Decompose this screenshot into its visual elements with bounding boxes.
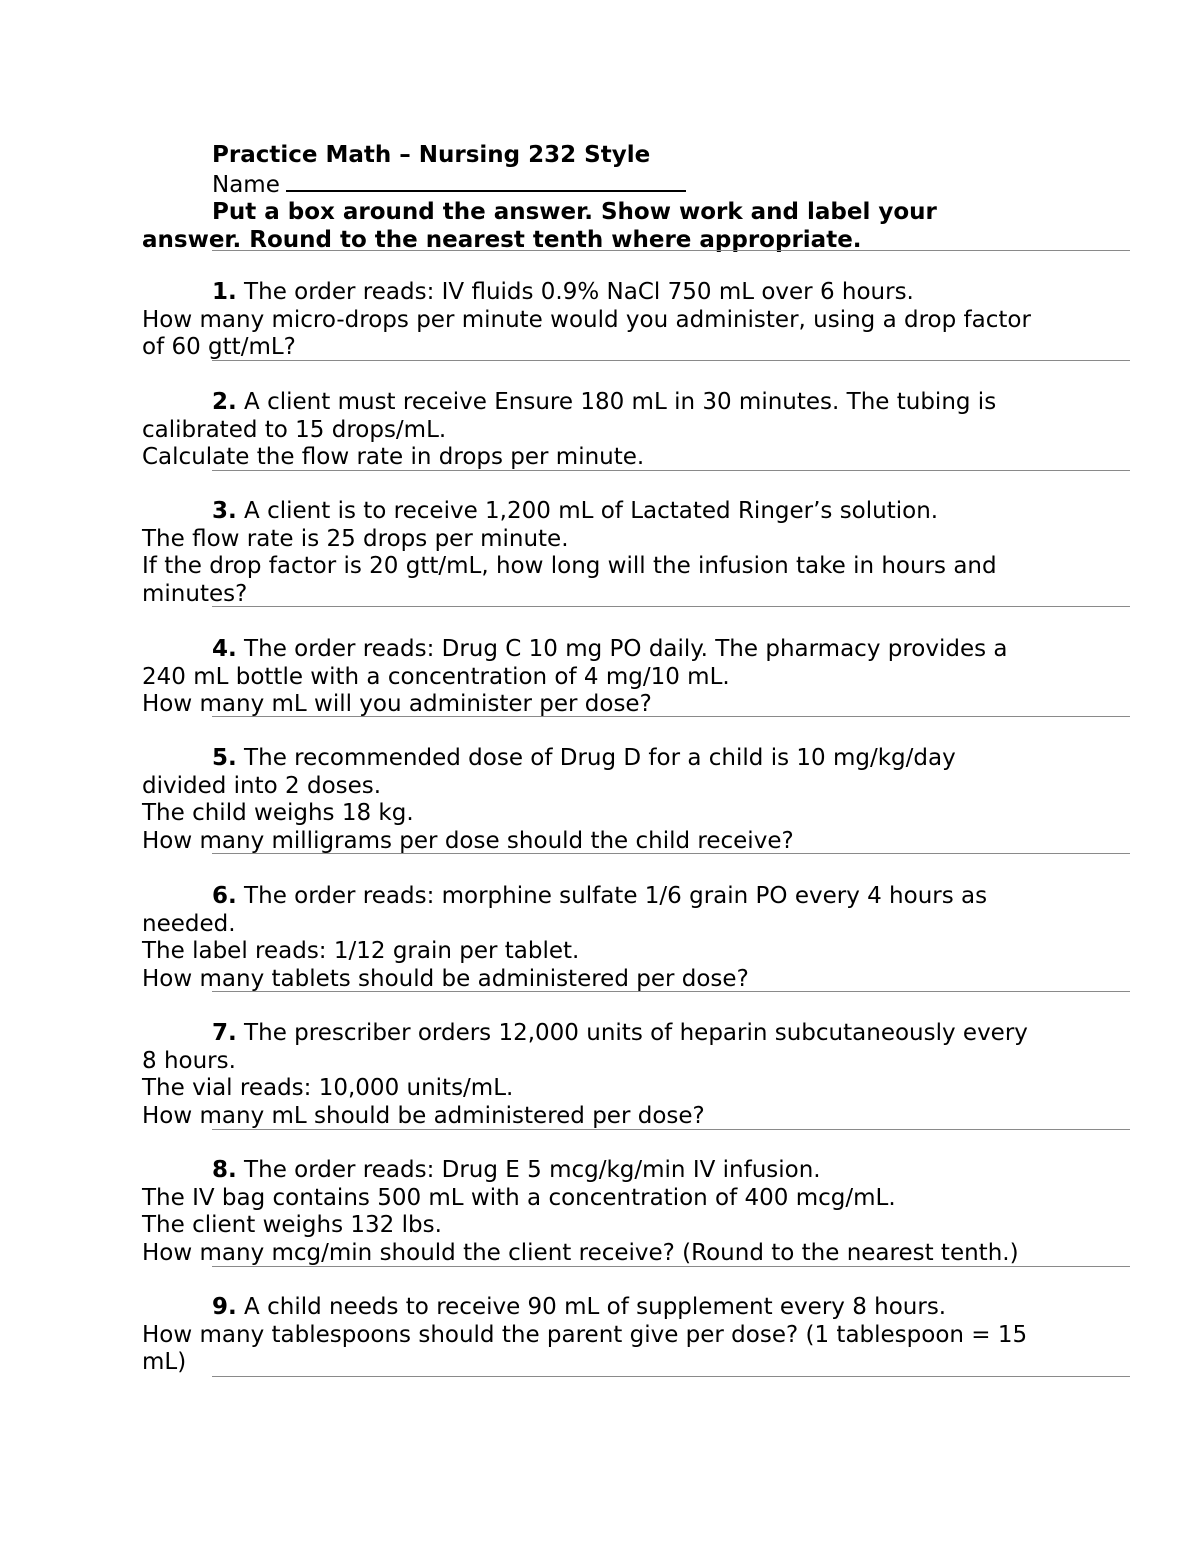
- question-line: How many mL should be administered per dose?: [142, 1102, 705, 1129]
- question-text: A client is to receive 1,200 mL of Lactated Ringer’s solution.: [236, 498, 939, 524]
- question-5: [142, 745, 1132, 855]
- answer-rule: [212, 360, 1130, 361]
- question-first-line: [142, 883, 1132, 911]
- question-line: 8 hours.: [142, 1047, 236, 1074]
- question-first-line: [142, 279, 1132, 307]
- question-text: The prescriber orders 12,000 units of heparin subcutaneously every: [236, 1020, 1028, 1046]
- header-rule: [212, 250, 1130, 251]
- answer-rule: [212, 991, 1130, 992]
- question-line: 240 mL bottle with a concentration of 4 mg/10 mL.: [142, 663, 730, 690]
- answer-rule: [212, 470, 1130, 471]
- name-line: [142, 170, 1132, 200]
- question-7: [142, 1020, 1132, 1130]
- question-line: How many mL will you administer per dose?: [142, 691, 652, 717]
- name-blank[interactable]: [286, 170, 686, 192]
- question-text: The order reads: Drug C 10 mg PO daily. The pharmacy provides a: [236, 636, 1008, 662]
- question-line: How many tablets should be administered per dose?: [142, 965, 749, 992]
- question-text: A child needs to receive 90 mL of supplement every 8 hours.: [236, 1294, 947, 1320]
- answer-rule: [212, 1266, 1130, 1267]
- question-8: [142, 1157, 1132, 1267]
- question-text: The order reads: Drug E 5 mcg/kg/min IV infusion.: [236, 1157, 821, 1183]
- question-number: 3.: [212, 498, 237, 524]
- answer-rule: [212, 1376, 1130, 1377]
- instructions-line-1: Put a box around the answer. Show work and label your: [212, 199, 937, 225]
- question-text: The order reads: morphine sulfate 1/6 grain PO every 4 hours as: [236, 883, 988, 909]
- question-line: The label reads: 1/12 grain per tablet.: [142, 938, 580, 964]
- question-number: 5.: [212, 745, 237, 771]
- question-number: 1.: [212, 279, 237, 305]
- question-line: The client weighs 132 lbs.: [142, 1212, 442, 1238]
- answer-rule: [212, 606, 1130, 607]
- question-first-line: [142, 636, 1132, 664]
- question-line: The flow rate is 25 drops per minute.: [142, 525, 569, 552]
- question-line: The child weighs 18 kg.: [142, 800, 414, 826]
- question-3: [142, 498, 1132, 608]
- question-line: How many mcg/min should the client receive? (Round to the nearest tenth.): [142, 1239, 1019, 1266]
- instructions-line-2: answer. Round to the nearest tenth where appropriate.: [142, 226, 862, 253]
- question-number: 4.: [212, 636, 237, 662]
- question-text: The recommended dose of Drug D for a child is 10 mg/kg/day: [236, 745, 956, 771]
- question-first-line: [142, 498, 1132, 526]
- question-line: of 60 gtt/mL?: [142, 334, 296, 360]
- question-number: 8.: [212, 1157, 237, 1183]
- question-line: minutes?: [142, 580, 248, 607]
- question-line: needed.: [142, 910, 236, 937]
- question-number: 2.: [212, 389, 237, 415]
- document-header: [142, 142, 1132, 254]
- question-line: The IV bag contains 500 mL with a concentration of 400 mcg/mL.: [142, 1184, 896, 1211]
- name-label: Name: [212, 171, 280, 198]
- question-first-line: [142, 1020, 1132, 1048]
- question-6: [142, 883, 1132, 993]
- question-9: [142, 1294, 1132, 1377]
- question-line: If the drop factor is 20 gtt/mL, how long will the infusion take in hours and: [142, 553, 997, 579]
- question-line: The vial reads: 10,000 units/mL.: [142, 1075, 514, 1101]
- question-line: divided into 2 doses.: [142, 772, 382, 799]
- answer-rule: [212, 716, 1130, 717]
- question-1: [142, 279, 1132, 362]
- answer-rule: [212, 1129, 1130, 1130]
- question-first-line: [142, 745, 1132, 773]
- question-text: A client must receive Ensure 180 mL in 30 minutes. The tubing is: [236, 389, 997, 415]
- question-text: The order reads: IV fluids 0.9% NaCl 750 mL over 6 hours.: [236, 279, 914, 305]
- question-line: mL): [142, 1349, 187, 1375]
- question-line: How many milligrams per dose should the child receive?: [142, 827, 794, 854]
- question-number: 9.: [212, 1294, 237, 1320]
- question-line: calibrated to 15 drops/mL.: [142, 416, 447, 443]
- answer-rule: [212, 853, 1130, 854]
- question-number: 7.: [212, 1020, 237, 1046]
- question-first-line: [142, 389, 1132, 417]
- page-title: Practice Math – Nursing 232 Style: [212, 142, 651, 168]
- question-2: [142, 389, 1132, 472]
- question-number: 6.: [212, 883, 237, 909]
- question-4: [142, 636, 1132, 719]
- question-first-line: [142, 1157, 1132, 1185]
- question-line: Calculate the flow rate in drops per minute.: [142, 444, 645, 470]
- question-line: How many tablespoons should the parent give per dose? (1 tablespoon = 15: [142, 1321, 1028, 1348]
- question-line: How many micro-drops per minute would you administer, using a drop factor: [142, 306, 1031, 333]
- question-first-line: [142, 1294, 1132, 1322]
